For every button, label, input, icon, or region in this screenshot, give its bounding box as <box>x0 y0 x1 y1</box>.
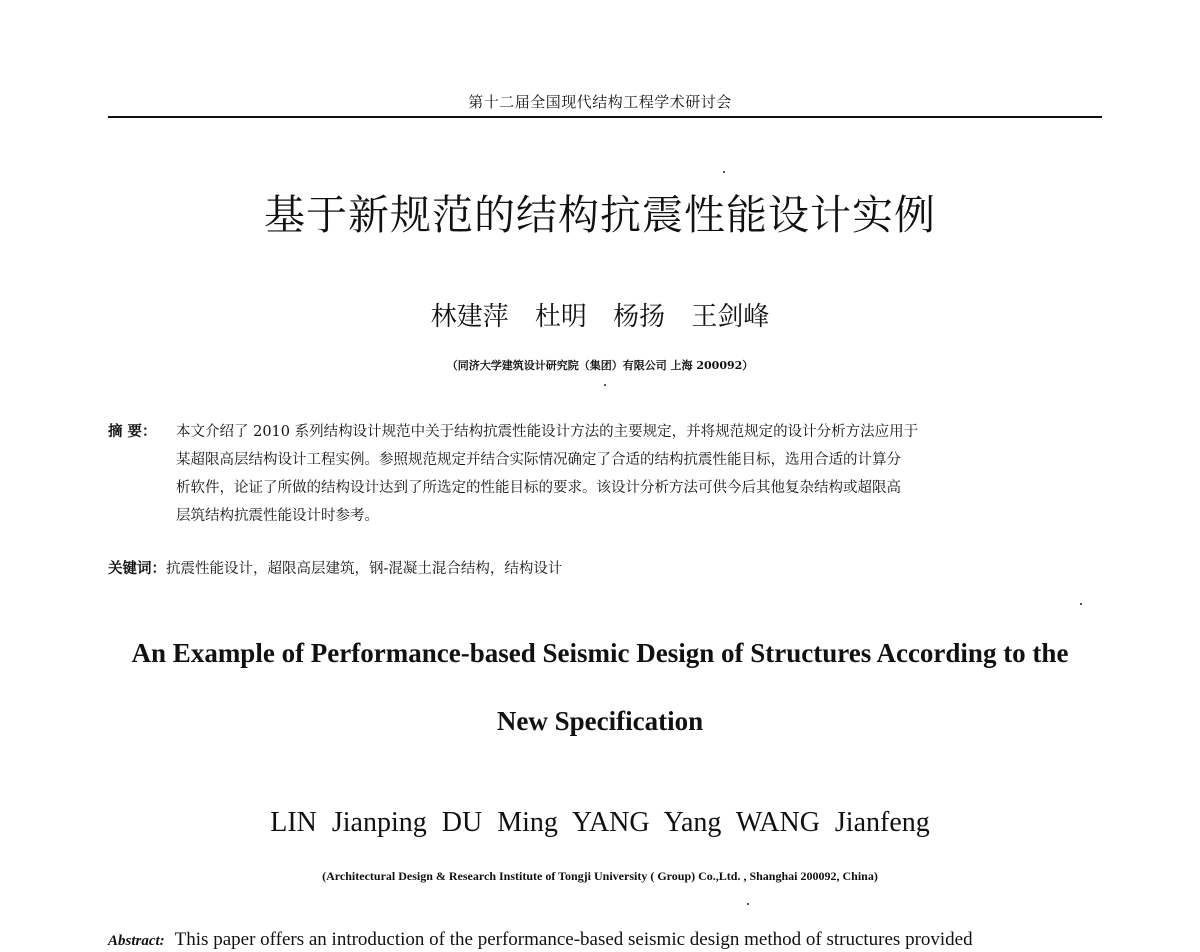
scan-speck <box>1080 603 1082 605</box>
chinese-authors: 林建萍 杜明 杨扬 王剑峰 <box>430 302 770 332</box>
english-abstract-label: Abstract: <box>108 933 165 949</box>
scan-speck <box>747 903 749 905</box>
scan-speck <box>604 384 606 386</box>
english-title-line-1: An Example of Performance-based Seismic Design of Structures According to the <box>131 638 1069 668</box>
chinese-title: 基于新规范的结构抗震性能设计实例 <box>264 191 936 239</box>
chinese-abstract-label: 摘 要： <box>108 423 157 440</box>
abstract-line: 某超限高层结构设计工程实例。参照规范规定并结合实际情况确定了合适的结构抗震性能目标，选用合适的计算分 <box>176 452 901 468</box>
english-abstract <box>108 929 1200 951</box>
chinese-keywords <box>108 557 562 578</box>
chinese-affiliation: （同济大学建筑设计研究院（集团）有限公司 上海 200092） <box>446 359 754 372</box>
scan-speck <box>723 171 725 173</box>
english-title-line-2: New Specification <box>496 706 704 736</box>
abstract-line: 本文介绍了 2010 系列结构设计规范中关于结构抗震性能设计方法的主要规定，并将规范规定的设计分析方法应用于 <box>176 424 919 440</box>
chinese-abstract <box>108 418 1103 530</box>
abstract-line: 析软件，论证了所做的结构设计达到了所选定的性能目标的要求。该设计分析方法可供今后其他复杂结构或超限高 <box>176 480 901 496</box>
english-affiliation: (Architectural Design & Research Institute of Tongji University ( Group) Co.,Ltd. , Shanghai 200092, China) <box>322 869 878 883</box>
running-head: 第十二届全国现代结构工程学术研讨会 <box>468 93 732 111</box>
header-rule <box>108 116 1102 118</box>
english-authors: LIN Jianping DU Ming YANG Yang WANG Jianfeng <box>270 807 930 838</box>
chinese-abstract-body <box>176 418 1103 530</box>
english-abstract-text: This paper offers an introduction of the performance-based seismic design method of structures provided <box>174 929 973 950</box>
keywords-text: 抗震性能设计，超限高层建筑，钢-混凝土混合结构，结构设计 <box>166 561 563 577</box>
keywords-label: 关键词： <box>108 560 166 577</box>
abstract-line: 层筑结构抗震性能设计时参考。 <box>176 508 379 524</box>
